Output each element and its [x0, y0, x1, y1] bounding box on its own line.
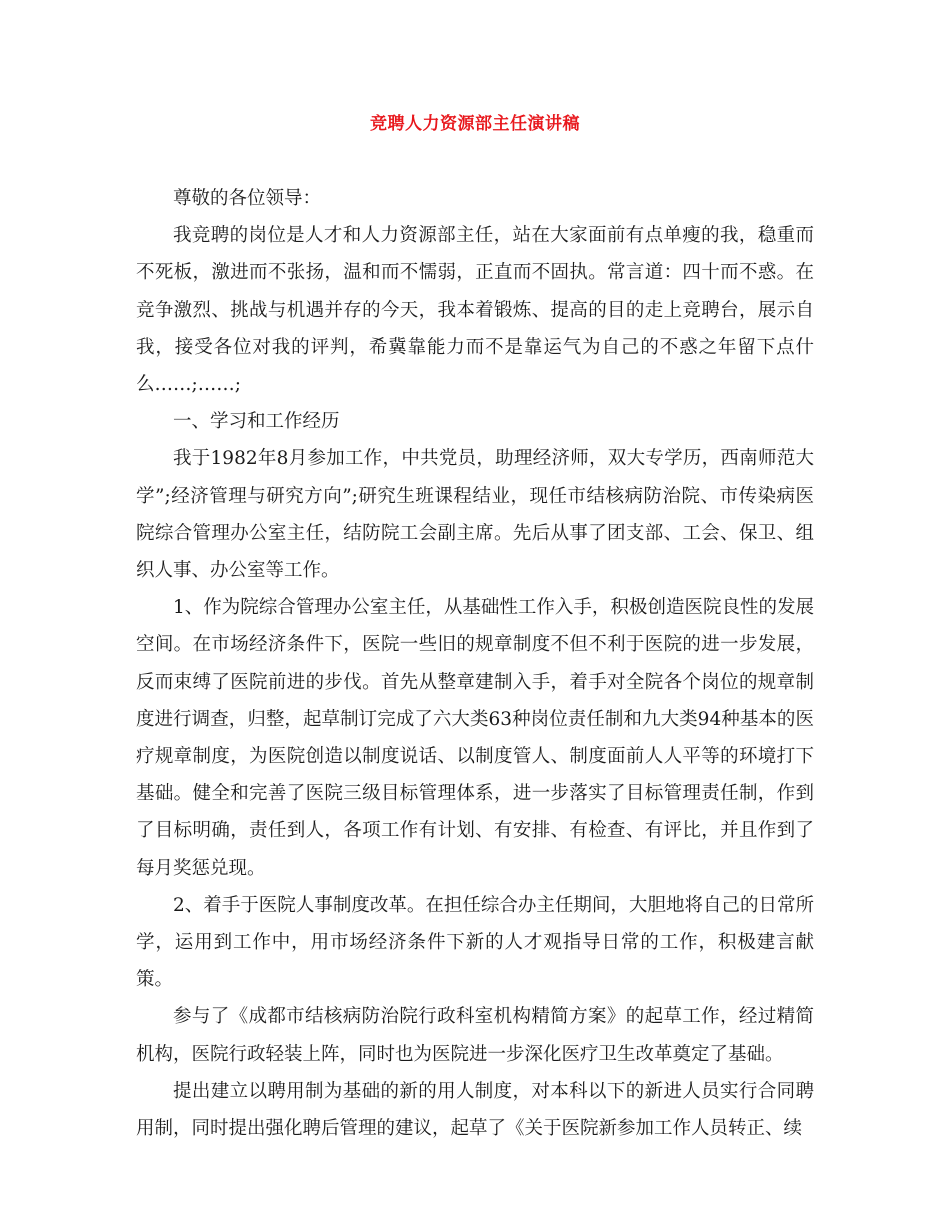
paragraph-item-2: 2、着手于医院人事制度改革。在担任综合办主任期间，大胆地将自己的日常所学，运用到工作中，用市场经济条件下新的人才观指导日常的工作，积极建言献策。 [136, 894, 814, 991]
paragraph-restructuring: 参与了《成都市结核病防治院行政科室机构精简方案》的起草工作，经过精简机构，医院行政轻装上阵，同时也为医院进一步深化医疗卫生改革奠定了基础。 [136, 1006, 814, 1065]
paragraph-background: 我于1982年8月参加工作，中共党员，助理经济师，双大专学历，西南师范大学”;经济管理与研究方向”;研究生班课程结业，现任市结核病防治院、市传染病医院综合管理办公室主任，结防院工会副主席。先后从事了团支部、工会、保卫、组织人事、办公室等工作。 [136, 448, 814, 582]
paragraph-intro: 我竞聘的岗位是人才和人力资源部主任，站在大家面前有点单瘦的我，稳重而不死板，激进而不张扬，温和而不懦弱，正直而不固执。常言道：四十而不惑。在竞争激烈、挑战与机遇并存的今天，我本着锻炼、提高的目的走上竞聘台，展示自我，接受各位对我的评判，希冀靠能力而不是靠运气为自己的不惑之年留下点什么……;……; [136, 225, 814, 396]
document-title: 竞聘人力资源部主任演讲稿 [370, 114, 580, 134]
paragraph-salutation: 尊敬的各位领导： [173, 188, 322, 209]
paragraph-item-1: 1、作为院综合管理办公室主任，从基础性工作入手，积极创造医院良性的发展空间。在市场经济条件下，医院一些旧的规章制度不但不利于医院的进一步发展，反而束缚了医院前进的步伐。首先从整章建制入手，着手对全院各个岗位的规章制度进行调查，归整，起草制订完成了六大类63种岗位责任制和九大类94种基本的医疗规章制度，为医院创造以制度说话、以制度管人、制度面前人人平等的环境打下基础。健全和完善了医院三级目标管理体系，进一步落实了目标管理责任制，作到了目标明确，责任到人，各项工作有计划、有安排、有检查、有评比，并且作到了每月奖惩兑现。 [136, 597, 814, 879]
section-heading-experience: 一、学习和工作经历 [173, 411, 340, 433]
document-page [136, 112, 814, 1147]
paragraph-hiring-system: 提出建立以聘用制为基础的新的用人制度，对本科以下的新进人员实行合同聘用制，同时提出强化聘后管理的建议，起草了《关于医院新参加工作人员转正、续 [136, 1080, 814, 1140]
